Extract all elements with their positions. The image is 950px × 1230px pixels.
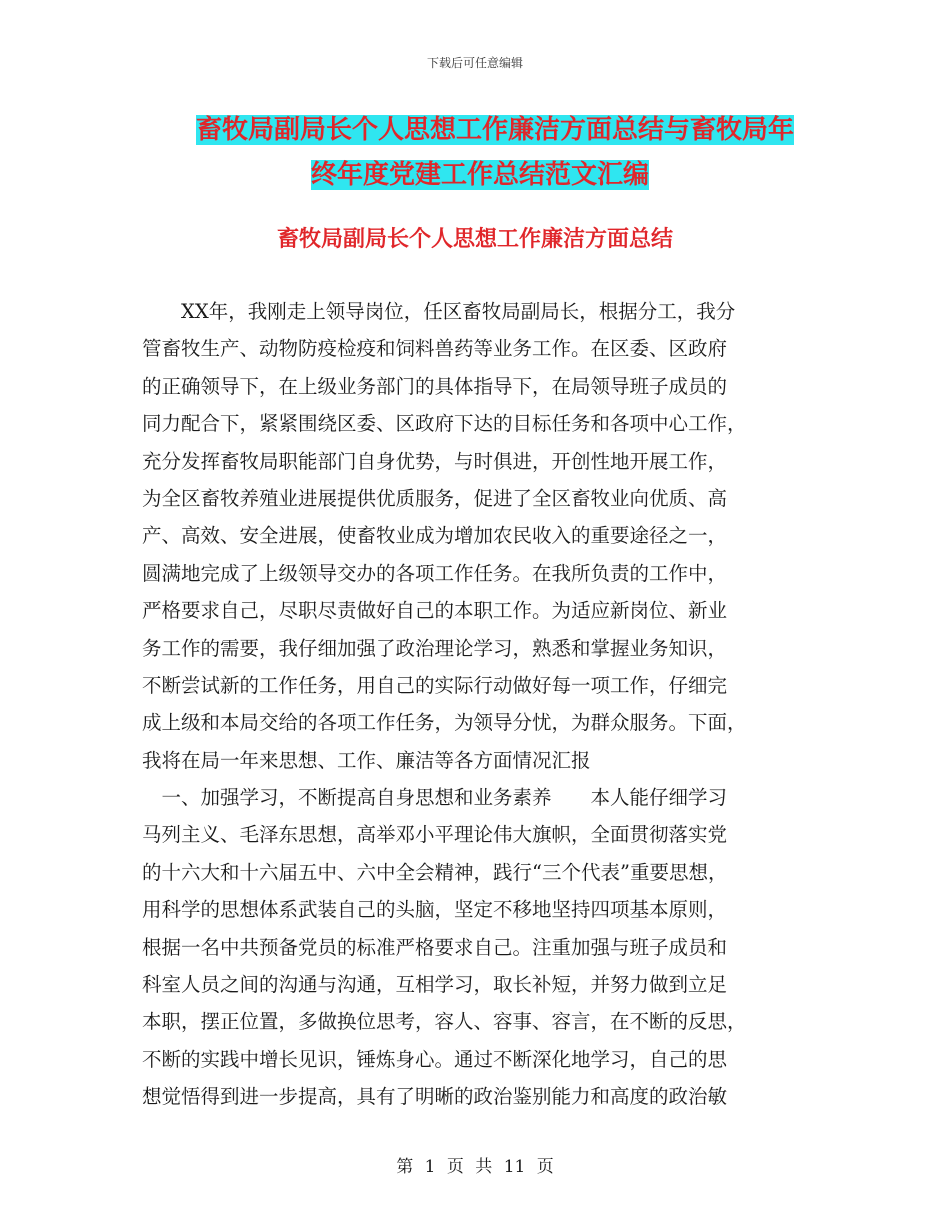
header-note: 下载后可任意编辑 — [426, 56, 523, 70]
body-line: 根据一名中共预备党员的标准严格要求自己。注重加强与班子成员和 — [142, 935, 728, 959]
body-text — [142, 293, 812, 1116]
body-line: 的十六大和十六届五中、六中全会精神，践行“三个代表”重要思想， — [142, 860, 728, 884]
body-line: 马列主义、毛泽东思想，高举邓小平理论伟大旗帜，全面贯彻落实党 — [142, 823, 728, 847]
title-line-1: 畜牧局副局长个人思想工作廉洁方面总结与畜牧局年 — [196, 115, 795, 145]
body-line: XX年，我刚走上领导岗位，任区畜牧局副局长，根据分工，我分 — [142, 300, 736, 323]
body-line: 的正确领导下，在上级业务部门的具体指导下，在局领导班子成员的 — [142, 374, 728, 398]
body-line: 为全区畜牧养殖业进展提供优质服务，促进了全区畜牧业向优质、高 — [142, 486, 728, 510]
body-line: 充分发挥畜牧局职能部门自身优势，与时俱进，开创性地开展工作， — [142, 449, 728, 473]
section-title: 畜牧局副局长个人思想工作廉洁方面总结 — [276, 227, 673, 252]
document-title — [140, 108, 820, 198]
body-line: 我将在局一年来思想、工作、廉洁等各方面情况汇报 — [142, 748, 591, 772]
body-line: 一、加强学习，不断提高自身思想和业务素养 本人能仔细学习 — [142, 786, 728, 810]
body-line: 不断的实践中增长见识，锤炼身心。通过不断深化地学习，自己的思 — [142, 1047, 728, 1071]
body-line: 用科学的思想体系武装自己的头脑，坚定不移地坚持四项基本原则， — [142, 898, 728, 922]
body-line: 科室人员之间的沟通与沟通，互相学习，取长补短，并努力做到立足 — [142, 973, 728, 997]
body-line: 圆满地完成了上级领导交办的各项工作任务。在我所负责的工作中， — [142, 561, 728, 585]
body-line: 不断尝试新的工作任务，用自己的实际行动做好每一项工作，仔细完 — [142, 673, 728, 697]
body-line: 务工作的需要，我仔细加强了政治理论学习，熟悉和掌握业务知识， — [142, 636, 728, 660]
body-line: 想觉悟得到进一步提高，具有了明晰的政治鉴别能力和高度的政治敏 — [142, 1085, 728, 1109]
body-line: 严格要求自己，尽职尽责做好自己的本职工作。为适应新岗位、新业 — [142, 599, 728, 623]
body-line: 成上级和本局交给的各项工作任务，为领导分忧，为群众服务。下面， — [142, 711, 747, 735]
title-line-2: 终年度党建工作总结范文汇编 — [310, 160, 649, 190]
body-line: 同力配合下，紧紧围绕区委、区政府下达的目标任务和各项中心工作， — [142, 412, 747, 436]
page-footer: 第 1 页 共 11 页 — [396, 1157, 554, 1177]
body-line: 管畜牧生产、动物防疫检疫和饲料兽药等业务工作。在区委、区政府 — [142, 337, 728, 361]
body-line: 本职，摆正位置，多做换位思考，容人、容事、容言，在不断的反思， — [142, 1010, 747, 1034]
body-line: 产、高效、安全进展，使畜牧业成为增加农民收入的重要途径之一， — [142, 524, 728, 548]
